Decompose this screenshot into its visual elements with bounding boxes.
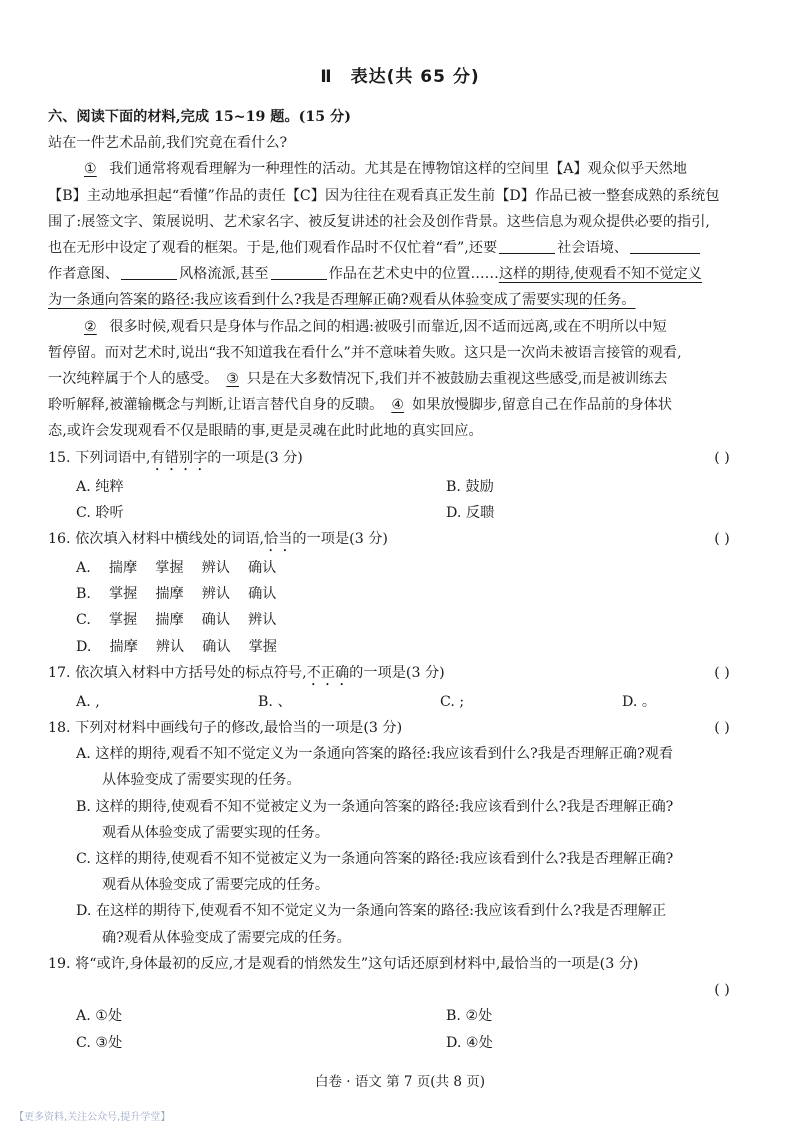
q15-option-c[interactable]: C. 聆听 xyxy=(76,504,124,521)
question-19 xyxy=(48,951,748,1056)
p1-line-2: 【B】主动地承担起“看懂”作品的责任【C】因为往往在观看真正发生前【D】作品已被一整套成熟的系统包 xyxy=(48,187,720,204)
q17-option-c[interactable]: C. ; xyxy=(440,693,465,710)
p2-line-1: 很多时候,观看只是身体与作品之间的相遇:被吸引而靠近,因不适而远离,或在不明所以中短 xyxy=(109,318,667,335)
q16-option-a[interactable]: A. 揣摩 掌握 辨认 确认 xyxy=(76,560,277,577)
q19-stem: 19. 将“或许,身体最初的反应,才是观看的悄然发生”这句话还原到材料中,最恰当的一项是(3 分) xyxy=(48,955,639,972)
underlined-sentence-part-2: 为一条通向答案的路径:我应该看到什么?我是否理解正确?观看从体验变成了需要实现的任务。 xyxy=(48,292,636,309)
page-footer: 白卷 · 语文 第 7 页(共 8 页) xyxy=(314,1074,486,1090)
q18-answer-paren[interactable]: ( ) xyxy=(714,720,730,737)
p2-line-3b: 只是在大多数情况下,我们并不被鼓励去重视这些感受,而是被训练去 xyxy=(247,371,668,388)
question-18 xyxy=(48,715,748,951)
q16-option-d[interactable]: D. 揣摩 辨认 确认 掌握 xyxy=(76,638,277,655)
watermark: 【更多资料,关注公众号,提升学堂】 xyxy=(14,1112,171,1123)
q19-option-a[interactable]: A. ①处 xyxy=(76,1008,123,1025)
question-17 xyxy=(48,660,748,715)
q19-option-c[interactable]: C. ③处 xyxy=(76,1034,123,1051)
p1-line-5b: 风格流派,甚至 xyxy=(178,266,269,283)
title-roman-numeral: Ⅱ xyxy=(320,67,333,87)
fill-blank-1 xyxy=(499,239,555,254)
q15-option-b[interactable]: B. 鼓励 xyxy=(446,478,494,495)
paragraph-marker-1: ① xyxy=(84,161,97,178)
question-16 xyxy=(48,526,748,660)
q19-option-d[interactable]: D. ④处 xyxy=(446,1034,493,1051)
passage-paragraph-1 xyxy=(48,156,748,313)
p1-line-3: 围了:展签文字、策展说明、艺术家名字、被反复讲述的社会及创作背景。这些信息为观众提供必要的指引, xyxy=(48,213,710,230)
q17-answer-paren[interactable]: ( ) xyxy=(714,664,730,681)
p2-line-4a: 聆听解释,被灌输概念与判断,让语言替代自身的反聩。 xyxy=(48,397,384,414)
q16-option-c[interactable]: C. 掌握 揣摩 确认 辨认 xyxy=(76,612,277,629)
p1-line-5c: 作品在艺术史中的位置…… xyxy=(328,266,499,283)
q18-option-a[interactable]: A. 这样的期待,观看不知不觉定义为一条通向答案的路径:我应该看到什么?我是否理解正确?观看 从体验变成了需要实现的任务。 xyxy=(76,746,674,789)
page-title xyxy=(0,62,800,87)
p1-line-1: 我们通常将观看理解为一种理性的活动。尤其是在博物馆这样的空间里【A】观众似乎天然地 xyxy=(109,161,687,178)
paragraph-marker-2: ② xyxy=(84,318,97,335)
p1-line-5a: 作者意图、 xyxy=(48,266,119,283)
p2-line-4b: 如果放慢脚步,留意自己在作品前的身体状 xyxy=(412,397,672,414)
q17-option-b[interactable]: B. 、 xyxy=(258,693,292,710)
p2-line-5: 态,或许会发现观看不仅是眼睛的事,更是灵魂在此时此地的真实回应。 xyxy=(48,423,483,440)
q19-option-b[interactable]: B. ②处 xyxy=(446,1008,493,1025)
paragraph-marker-3: ③ xyxy=(226,371,239,388)
q17-stem: 17. 依次填入材料中方括号处的标点符号,不正确的一项是(3 分) xyxy=(48,664,445,681)
p1-line-4a: 也在无形中设定了观看的框架。于是,他们观看作品时不仅忙着“看”,还要 xyxy=(48,240,498,257)
q16-answer-paren[interactable]: ( ) xyxy=(714,531,730,548)
q15-stem: 15. 下列词语中,有错别字的一项是(3 分) xyxy=(48,449,303,466)
question-15 xyxy=(48,445,748,526)
q18-option-d[interactable]: D. 在这样的期待下,使观看不知不觉定义为一条通向答案的路径:我应该看到什么?我是否理解正 确?观看从体验变成了需要完成的任务。 xyxy=(76,903,667,946)
fill-blank-4 xyxy=(271,265,327,280)
fill-blank-2 xyxy=(630,239,700,254)
q18-option-c[interactable]: C. 这样的期待,使观看不知不觉被定义为一条通向答案的路径:我应该看到什么?我是否理解正确? 观看从体验变成了需要完成的任务。 xyxy=(76,851,674,894)
q15-answer-paren[interactable]: ( ) xyxy=(714,449,730,466)
p2-line-2: 暂停留。而对艺术时,说出“我不知道我在看什么”并不意味着失败。这只是一次尚未被语言接管的观看, xyxy=(48,344,682,361)
section-heading: 六、阅读下面的材料,完成 15~19 题。(15 分) xyxy=(48,109,351,125)
q17-option-a[interactable]: A. , xyxy=(76,693,100,710)
q15-option-d[interactable]: D. 反聩 xyxy=(446,504,495,521)
p2-line-3a: 一次纯粹属于个人的感受。 xyxy=(48,371,219,388)
passage-paragraph-2 xyxy=(48,314,748,445)
p1-line-4b: 社会语境、 xyxy=(557,240,629,257)
title-text: 表达(共 65 分) xyxy=(350,67,480,87)
q16-option-b[interactable]: B. 掌握 揣摩 辨认 确认 xyxy=(76,586,277,603)
q17-option-d[interactable]: D. 。 xyxy=(622,693,657,710)
content xyxy=(48,104,748,1056)
passage-subtitle: 站在一件艺术品前,我们究竟在看什么? xyxy=(48,135,288,152)
underlined-sentence-part-1: 这样的期待,使观看不知不觉定义 xyxy=(498,266,702,283)
fill-blank-3 xyxy=(121,265,177,280)
q18-stem: 18. 下列对材料中画线句子的修改,最恰当的一项是(3 分) xyxy=(48,720,403,737)
q16-stem: 16. 依次填入材料中横线处的词语,恰当的一项是(3 分) xyxy=(48,531,388,548)
q18-option-b[interactable]: B. 这样的期待,使观看不知不觉被定义为一条通向答案的路径:我应该看到什么?我是否理解正确? 观看从体验变成了需要实现的任务。 xyxy=(76,798,674,841)
q15-option-a[interactable]: A. 纯粹 xyxy=(76,478,124,495)
paragraph-marker-4: ④ xyxy=(391,397,405,414)
q19-answer-paren[interactable]: ( ) xyxy=(714,982,730,999)
